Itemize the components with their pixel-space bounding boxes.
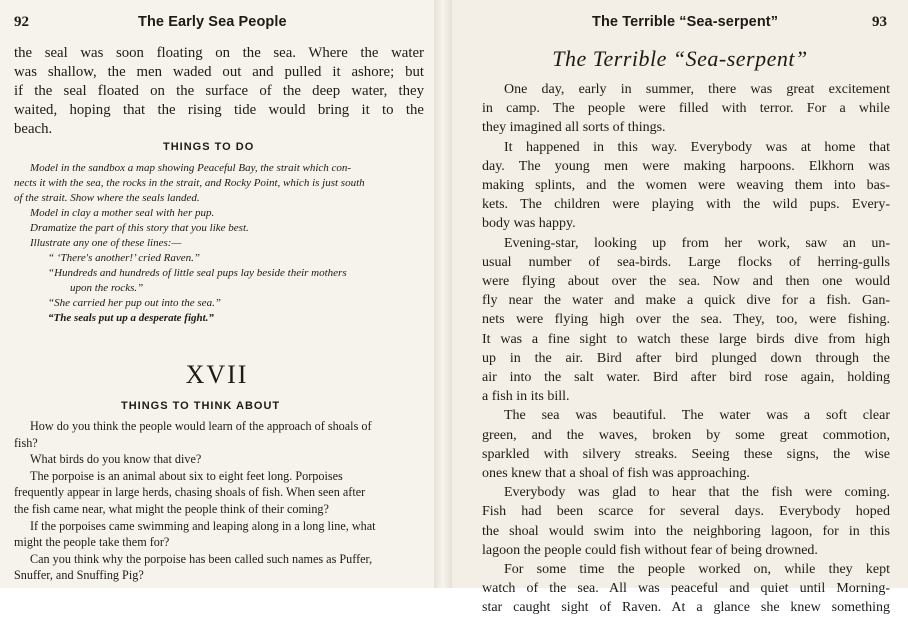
text-line: One day, early in summer, there was great excitement [504, 82, 890, 97]
text-line: they imagined all sorts of things. [482, 120, 666, 136]
text-line: the shoal would swim into the neighboring lagoon, for in this [482, 523, 890, 539]
question-line: frequently appear in large herds, chasing shoals of fish. When seen after [14, 485, 366, 500]
section-numeral: XVII [185, 360, 249, 389]
text-line: nets were flying high over the sea. They, too, were fishing. [482, 312, 890, 328]
things-to-do-list [14, 161, 420, 326]
todo-line: Dramatize the part of this story that you like best. [30, 222, 249, 234]
text-line: beach. [14, 121, 53, 137]
question-line: What birds do you know that dive? [30, 452, 202, 467]
text-line: It was a fine sight to watch these large birds dive from high [482, 331, 890, 347]
todo-line: nects it with the sea, the rocks in the strait, and Rocky Point, which is just south [14, 177, 365, 189]
todo-line: “The seals put up a desperate fight.” [48, 312, 214, 324]
text-line: The sea was beautiful. The water was a soft clear [504, 408, 890, 424]
text-line: kets. The children were playing with the wild pups. Every- [482, 197, 890, 213]
text-line: air into the salt water. Bird after bird rose again, holding [482, 370, 890, 386]
running-head-left: The Early Sea People [138, 14, 287, 30]
book-gutter [434, 0, 452, 588]
text-line: up in the air. Bird after bird plunged down through the [482, 350, 890, 366]
text-line: green, and the waves, broken by some great commotion, [482, 427, 890, 443]
todo-line: of the strait. Show where the seals landed. [14, 192, 200, 204]
text-line: in camp. The people were filled with terror. For a while [482, 101, 890, 117]
text-line: waited, hoping that the rising tide would bring it to the [14, 102, 424, 118]
text-line: a fish in its bill. [482, 389, 570, 405]
text-line: fly near the water and make a quick dive for a fish. Gan- [482, 293, 890, 309]
todo-line: Illustrate any one of these lines:— [30, 237, 182, 249]
page-number-right: 93 [872, 14, 887, 30]
text-line: lagoon the people could fish without fear of being drowned. [482, 542, 818, 558]
text-line: Fish had been scarce for several days. Everybody hoped [482, 504, 890, 520]
left-page [0, 0, 434, 588]
text-line: was shallow, the men waded out and pulled it ashore; but [14, 64, 424, 80]
question-line: might the people take them for? [14, 535, 170, 550]
text-line: Everybody was glad to hear that the fish were coming. [504, 485, 890, 501]
text-line: usual number of sea-birds. Large flocks of herring-gulls [482, 254, 890, 270]
text-line: sparkled with silvery streaks. Seeing these signs, the wise [482, 446, 890, 462]
todo-line: Model in clay a mother seal with her pup. [30, 207, 215, 219]
todo-line: “ ‘There's another!’ cried Raven.” [48, 252, 200, 264]
things-to-think-heading: THINGS TO THINK ABOUT [121, 400, 281, 412]
text-line: body was happy. [482, 216, 576, 232]
text-line: It happened in this way. Everybody was at home that [504, 139, 890, 155]
todo-line: upon the rocks.” [70, 282, 144, 294]
question-line: The porpoise is an animal about six to eight feet long. Porpoises [30, 468, 343, 483]
text-line: star caught sight of Raven. At a glance she knew something [482, 600, 890, 616]
todo-line: “She carried her pup out into the sea.” [48, 297, 221, 309]
things-to-think-list [14, 418, 424, 584]
question-line: Snuffer, and Snuffing Pig? [14, 568, 144, 583]
question-line: the fish came near, what might the people think of their coming? [14, 501, 329, 516]
page-number-left: 92 [14, 14, 29, 30]
question-line: Can you think why the porpoise has been called such names as Puffer, [30, 551, 373, 566]
text-line: the seal was soon floating on the sea. Where the water [14, 45, 424, 61]
text-line: were flying about over the sea. Now and then one would [482, 274, 890, 290]
todo-line: Model in the sandbox a map showing Peaceful Bay, the strait which con- [30, 162, 352, 174]
text-line: Evening-star, looking up from her work, saw an un- [504, 235, 890, 251]
text-line: For some time the people worked on, while they kept [504, 562, 890, 578]
right-page [452, 0, 908, 616]
opening-paragraph [14, 44, 424, 139]
question-line: How do you think the people would learn of the approach of shoals of [30, 419, 372, 433]
chapter-title: The Terrible “Sea-serpent” [552, 46, 808, 71]
text-line: making splints, and the women were weaving them into bas- [482, 178, 890, 194]
text-line: watch of the sea. All was peaceful and quiet until Morning- [482, 581, 890, 597]
chapter-body [482, 80, 890, 618]
question-line: If the porpoises came swimming and leaping along in a long line, what [30, 518, 376, 533]
things-to-do-heading: THINGS TO DO [163, 141, 255, 153]
text-line: day. The young men were making harpoons. Elkhorn was [482, 158, 890, 174]
text-line: if the seal floated on the surface of the deep water, they [14, 83, 424, 99]
text-line: ones knew that a shoal of fish was approaching. [482, 466, 750, 482]
question-line: fish? [14, 435, 38, 450]
todo-line: “Hundreds and hundreds of little seal pups lay beside their mothers [48, 267, 347, 279]
running-head-right: The Terrible “Sea-serpent” [592, 14, 779, 30]
